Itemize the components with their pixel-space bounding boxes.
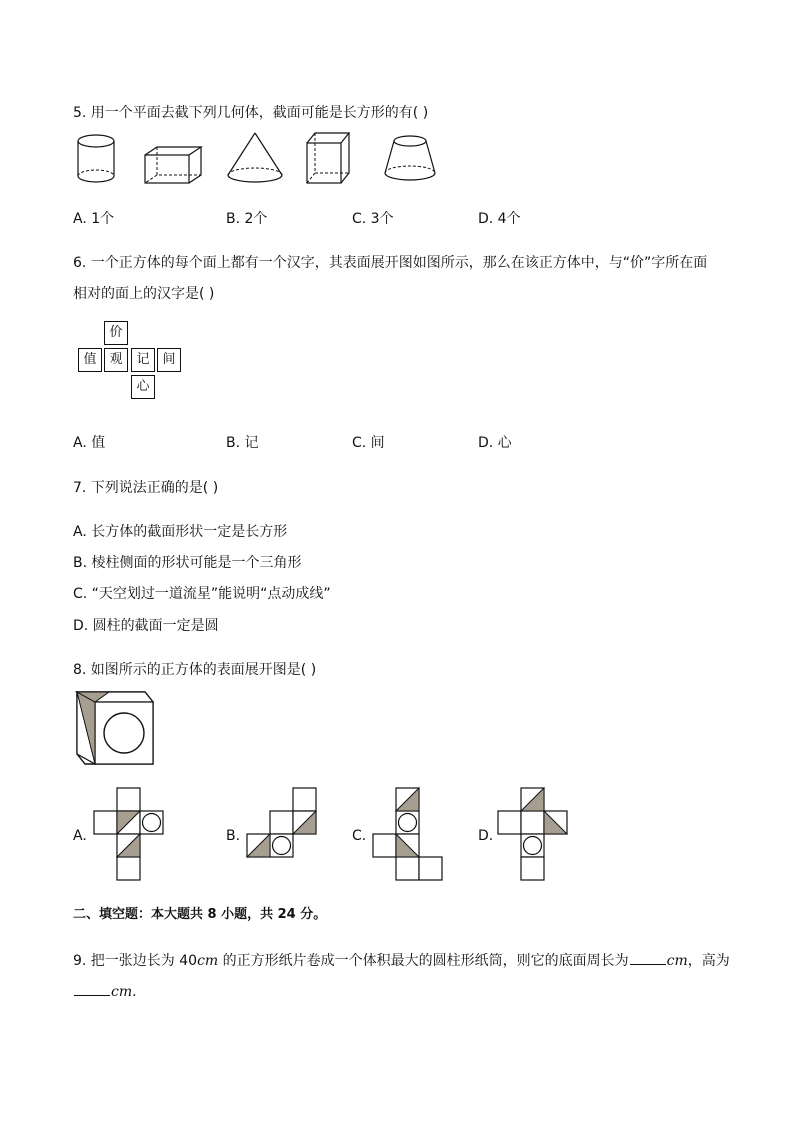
q7-option-c[interactable]: C. “天空划过一道流星”能说明“点动成线” <box>73 586 331 602</box>
q5-option-b[interactable]: B. 2个 <box>226 211 268 227</box>
q7-option-d[interactable]: D. 圆柱的截面一定是圆 <box>73 618 219 634</box>
q8-stem: 8. 如图所示的正方体的表面展开图是( ) <box>73 662 317 678</box>
frustum-icon <box>383 133 437 183</box>
cuboid-icon <box>143 145 203 185</box>
q8-option-c-net[interactable] <box>372 788 448 884</box>
q6-stem-line1: 6. 一个正方体的每个面上都有一个汉字，其表面展开图如图所示，那么在该正方体中，与“价”字所在面 <box>73 255 708 271</box>
q9-text-c: ，高为 <box>687 953 730 969</box>
q5-option-c[interactable]: C. 3个 <box>352 211 394 227</box>
q6-cube-net <box>78 321 186 403</box>
cone-icon <box>226 131 284 187</box>
q8-option-a-net[interactable] <box>93 788 169 884</box>
cylinder-icon <box>76 133 116 185</box>
q6-stem-line2: 相对的面上的汉字是( ) <box>73 286 215 302</box>
q8-option-d-label[interactable]: D. <box>478 828 494 844</box>
q8-option-d-net[interactable] <box>497 788 573 884</box>
q7-option-b[interactable]: B. 棱柱侧面的形状可能是一个三角形 <box>73 555 302 571</box>
q5-stem: 5. 用一个平面去截下列几何体，截面可能是长方形的有( ) <box>73 105 429 121</box>
net-cell-row-3: 记 <box>131 348 155 372</box>
q6-option-b[interactable]: B. 记 <box>226 435 259 451</box>
net-cell-top: 价 <box>104 321 128 345</box>
q5-option-d[interactable]: D. 4个 <box>478 211 521 227</box>
q6-option-d[interactable]: D. 心 <box>478 435 512 451</box>
q7-stem: 7. 下列说法正确的是( ) <box>73 480 219 496</box>
q8-option-a-label[interactable]: A. <box>73 828 87 844</box>
q9-blank-1[interactable] <box>630 951 666 965</box>
section-2-title: 二、填空题：本大题共 8 小题，共 24 分。 <box>73 907 327 922</box>
q8-option-b-label[interactable]: B. <box>226 828 241 844</box>
net-cell-row-1: 值 <box>78 348 102 372</box>
q9-unit-3: cm <box>111 984 133 1000</box>
q8-cube-figure <box>75 690 155 766</box>
q9-stem-line1 <box>73 951 730 971</box>
q5-option-a[interactable]: A. 1个 <box>73 211 115 227</box>
q6-option-c[interactable]: C. 间 <box>352 435 385 451</box>
q9-text-a: 9. 把一张边长为 40 <box>73 953 198 969</box>
net-cell-row-2: 观 <box>104 348 128 372</box>
q9-stem-line2 <box>73 982 137 1002</box>
q9-unit-2: cm <box>666 953 688 969</box>
q8-option-b-net[interactable] <box>246 788 322 860</box>
net-cell-bottom: 心 <box>131 375 155 399</box>
q6-option-a[interactable]: A. 值 <box>73 435 106 451</box>
q9-end: . <box>132 984 137 1000</box>
cube-icon <box>305 131 351 185</box>
q9-blank-2[interactable] <box>74 982 110 996</box>
q9-unit-1: cm <box>197 953 219 969</box>
q7-option-a[interactable]: A. 长方体的截面形状一定是长方形 <box>73 524 288 540</box>
net-cell-row-4: 间 <box>157 348 181 372</box>
q8-option-c-label[interactable]: C. <box>352 828 367 844</box>
q9-text-b: 的正方形纸片卷成一个体积最大的圆柱形纸筒，则它的底面周长为 <box>218 953 629 969</box>
